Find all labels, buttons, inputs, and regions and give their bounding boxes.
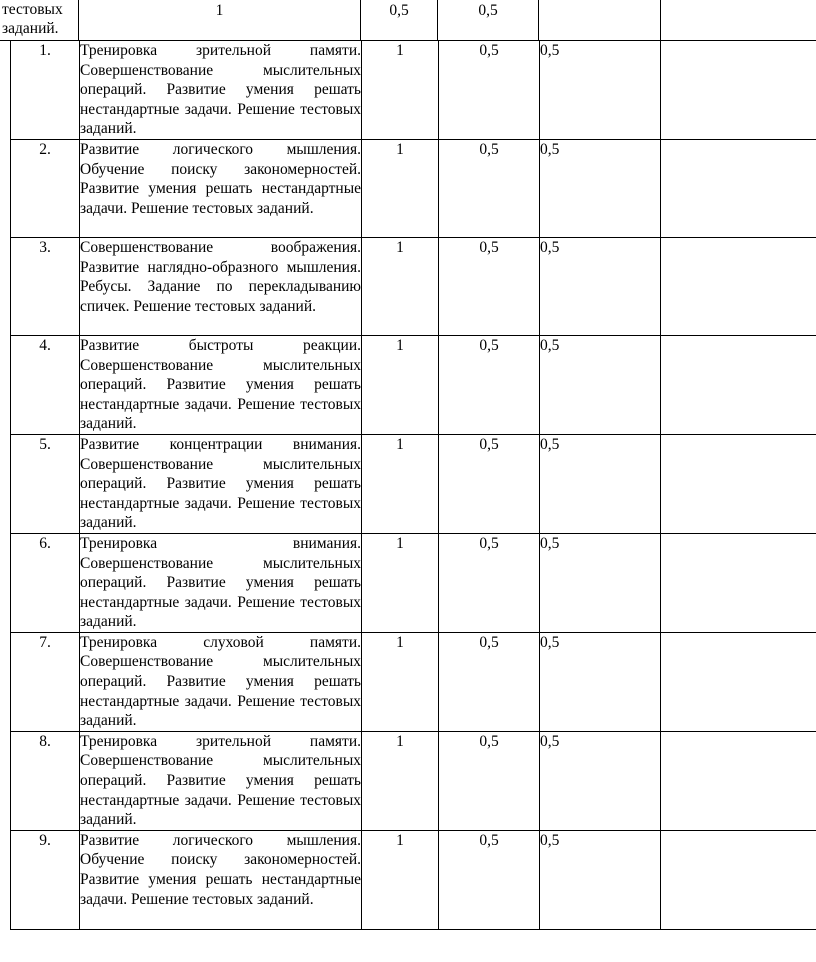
table-row	[11, 830, 816, 929]
row-number: 1.	[11, 41, 80, 140]
row-practice: 0,5	[540, 41, 661, 140]
continued-topic-line1: тестовых	[2, 1, 63, 18]
row-practice: 0,5	[540, 830, 661, 929]
table-row	[11, 139, 816, 237]
row-theory: 0,5	[439, 830, 540, 929]
row-topic: Развитие концентрации внимания. Совершенствование мыслительных операций. Развитие умения решать нестандартные задачи. Решение тестовых заданий.	[80, 434, 362, 533]
row-practice: 0,5	[540, 237, 661, 335]
row-number: 6.	[11, 533, 80, 632]
row-theory: 0,5	[439, 237, 540, 335]
row-hours: 1	[362, 139, 439, 237]
row-theory: 0,5	[439, 41, 540, 140]
lesson-plan-table	[10, 40, 816, 930]
row-topic: Развитие быстроты реакции. Совершенствование мыслительных операций. Развитие умения решать нестандартные задачи. Решение тестовых заданий.	[80, 335, 362, 434]
row-number: 2.	[11, 139, 80, 237]
continued-hours-cell: 1	[79, 0, 361, 40]
continued-topic-cell	[0, 0, 79, 40]
continued-topic-line2: заданий.	[2, 20, 59, 37]
table-row-continuation	[0, 0, 661, 41]
table-row	[11, 533, 816, 632]
row-number: 7.	[11, 632, 80, 731]
row-extra	[661, 632, 816, 731]
table-row	[11, 335, 816, 434]
row-hours: 1	[362, 632, 439, 731]
row-number: 4.	[11, 335, 80, 434]
table-row	[11, 41, 816, 140]
table-row	[11, 731, 816, 830]
row-topic: Тренировка слуховой памяти. Совершенствование мыслительных операций. Развитие умения решать нестандартные задачи. Решение тестовых заданий.	[80, 632, 362, 731]
continued-extra-cell	[539, 0, 660, 40]
row-extra	[661, 41, 816, 140]
row-hours: 1	[362, 533, 439, 632]
row-extra	[661, 237, 816, 335]
row-practice: 0,5	[540, 139, 661, 237]
row-theory: 0,5	[439, 731, 540, 830]
continued-theory-cell: 0,5	[361, 0, 438, 40]
table-row	[11, 632, 816, 731]
row-topic: Развитие логического мышления. Обучение поиску закономерностей. Развитие умения решать нестандартные задачи. Решение тестовых заданий.	[80, 830, 362, 929]
row-topic: Тренировка зрительной памяти. Совершенствование мыслительных операций. Развитие умения решать нестандартные задачи. Решение тестовых заданий.	[80, 41, 362, 140]
row-topic: Совершенствование воображения. Развитие наглядно-образного мышления. Ребусы. Задание по перекладыванию спичек. Решение тестовых заданий.	[80, 237, 362, 335]
table-row	[11, 237, 816, 335]
row-extra	[661, 335, 816, 434]
row-theory: 0,5	[439, 335, 540, 434]
row-hours: 1	[362, 335, 439, 434]
row-hours: 1	[362, 731, 439, 830]
row-number: 9.	[11, 830, 80, 929]
row-topic: Тренировка внимания. Совершенствование мыслительных операций. Развитие умения решать нестандартные задачи. Решение тестовых заданий.	[80, 533, 362, 632]
row-topic: Развитие логического мышления. Обучение поиску закономерностей. Развитие умения решать нестандартные задачи. Решение тестовых заданий.	[80, 139, 362, 237]
row-practice: 0,5	[540, 632, 661, 731]
row-extra	[661, 533, 816, 632]
row-hours: 1	[362, 237, 439, 335]
row-theory: 0,5	[439, 434, 540, 533]
row-theory: 0,5	[439, 533, 540, 632]
row-extra	[661, 139, 816, 237]
row-practice: 0,5	[540, 533, 661, 632]
row-practice: 0,5	[540, 731, 661, 830]
row-practice: 0,5	[540, 434, 661, 533]
row-number: 5.	[11, 434, 80, 533]
row-hours: 1	[362, 41, 439, 140]
row-theory: 0,5	[439, 139, 540, 237]
row-practice: 0,5	[540, 335, 661, 434]
row-extra	[661, 731, 816, 830]
row-extra	[661, 434, 816, 533]
row-theory: 0,5	[439, 632, 540, 731]
row-number: 8.	[11, 731, 80, 830]
row-hours: 1	[362, 830, 439, 929]
row-number: 3.	[11, 237, 80, 335]
row-extra	[661, 830, 816, 929]
table-row	[11, 434, 816, 533]
row-hours: 1	[362, 434, 439, 533]
row-topic: Тренировка зрительной памяти. Совершенствование мыслительных операций. Развитие умения решать нестандартные задачи. Решение тестовых заданий.	[80, 731, 362, 830]
continued-practice-cell: 0,5	[438, 0, 539, 40]
table-body	[11, 41, 816, 930]
